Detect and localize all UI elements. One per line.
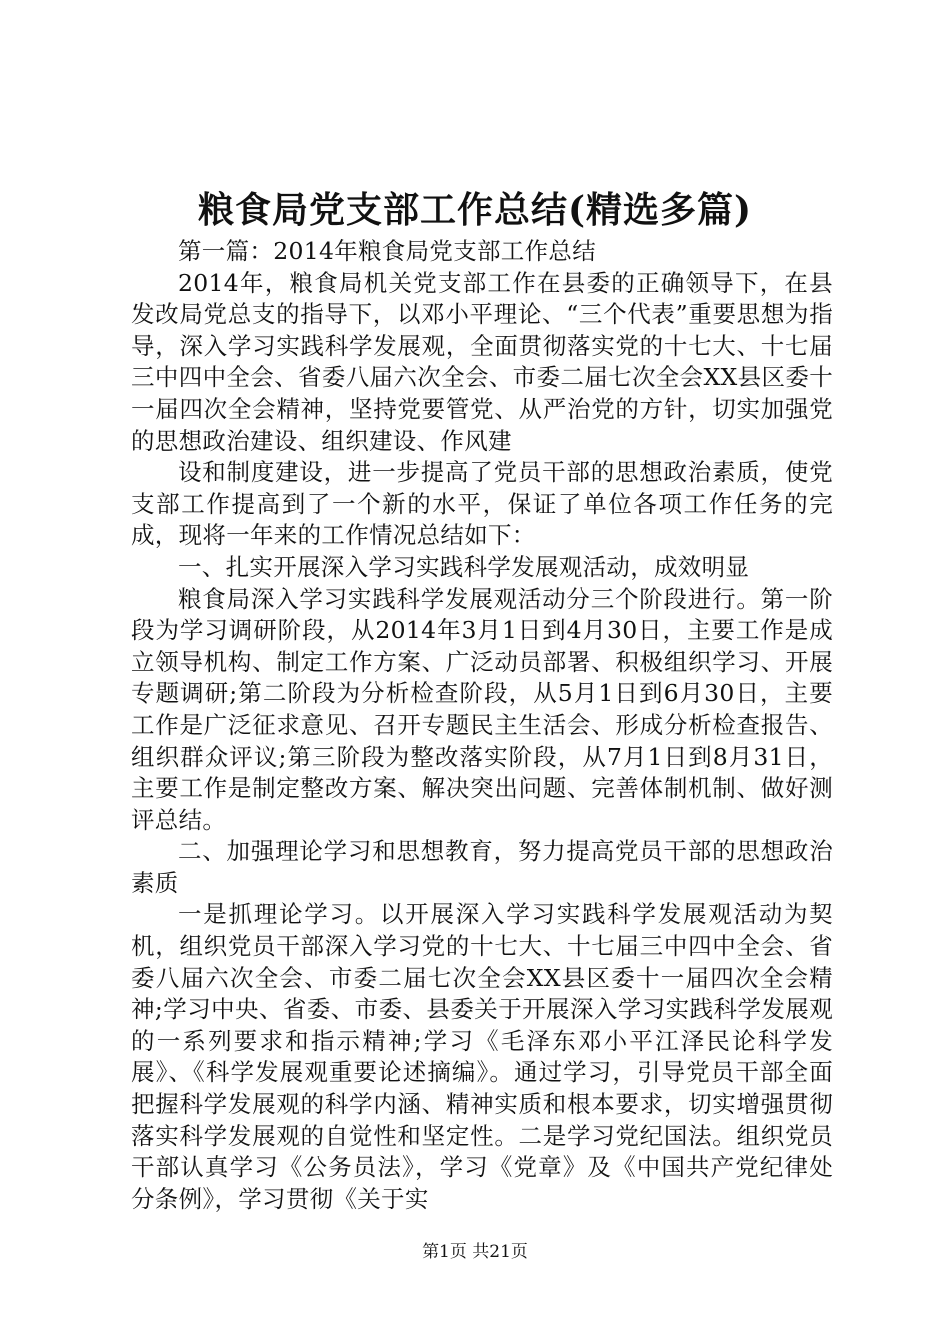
- paragraph: 粮食局深入学习实践科学发展观活动分三个阶段进行。第一阶段为学习调研阶段，从2014年3月1日到4月30日，主要工作是成立领导机构、制定工作方案、广泛动员部署、积极组织学习、开展专题调研;第二阶段为分析检查阶段，从5月1日到6月30日，主要工作是广泛征求意见、召开专题民主生活会、形成分析检查报告、组织群众评议;第三阶段为整改落实阶段，从7月1日到8月31日，主要工作是制定整改方案、解决突出问题、完善体制机制、做好测评总结。: [131, 584, 833, 834]
- paragraph-heading: 一、扎实开展深入学习实践科学发展观活动，成效明显: [178, 552, 750, 581]
- paragraph: 设和制度建设，进一步提高了党员干部的思想政治素质，使党支部工作提高到了一个新的水平，保证了单位各项工作任务的完成，现将一年来的工作情况总结如下：: [131, 458, 833, 550]
- paragraph: 2014年，粮食局机关党支部工作在县委的正确领导下，在县发改局党总支的指导下，以邓小平理论、“三个代表”重要思想为指导，深入学习实践科学发展观，全面贯彻落实党的十七大、十七届三中四中全会、省委八届六次全会、市委二届七次全会XX县区委十一届四次全会精神，坚持党要管党、从严治党的方针，切实加强党的思想政治建设、组织建设、作风建: [131, 268, 833, 455]
- document-title: 粮食局党支部工作总结(精选多篇): [197, 189, 753, 231]
- page-number-footer: 第1页 共21页: [422, 1242, 528, 1262]
- paragraph-section-heading: 第一篇：2014年粮食局党支部工作总结: [178, 237, 597, 265]
- paragraph: 一是抓理论学习。以开展深入学习实践科学发展观活动为契机，组织党员干部深入学习党的十七大、十七届三中四中全会、省委八届六次全会、市委二届七次全会XX县区委十一届四次全会精神;学习中央、省委、市委、县委关于开展深入学习实践科学发展观的一系列要求和指示精神;学习《毛泽东邓小平江泽民论科学发展》、《科学发展观重要论述摘编》。通过学习，引导党员干部全面把握科学发展观的科学内涵、精神实质和根本要求，切实增强贯彻落实科学发展观的自觉性和坚定性。二是学习党纪国法。组织党员干部认真学习《公务员法》，学习《党章》及《中国共产党纪律处分条例》，学习贯彻《关于实: [131, 900, 833, 1213]
- document-body: [131, 236, 833, 1215]
- paragraph-heading: 二、加强理论学习和思想教育，努力提高党员干部的思想政治素质: [131, 837, 833, 897]
